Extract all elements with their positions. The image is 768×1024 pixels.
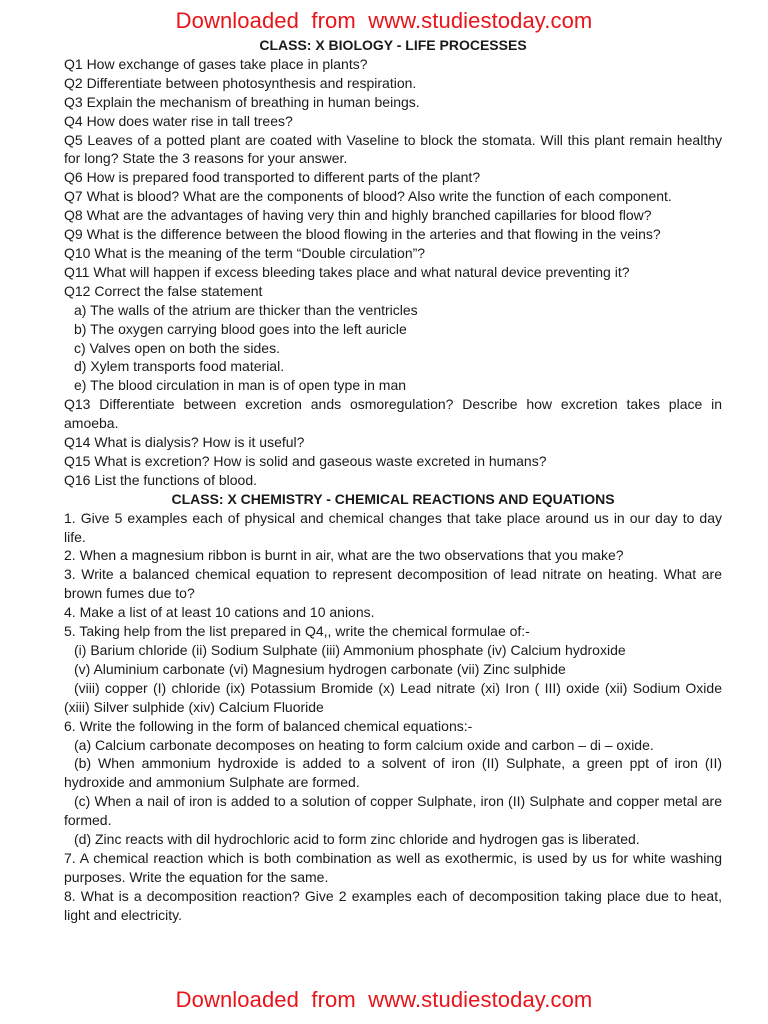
statement-item: e) The blood circulation in man is of open type in man (74, 377, 407, 394)
statement-item: d) Xylem transports food material. (74, 358, 285, 375)
chemistry-heading: CLASS: X CHEMISTRY - CHEMICAL REACTIONS AND EQUATIONS (171, 490, 615, 507)
question: 6. Write the following in the form of balanced chemical equations:- (64, 717, 473, 734)
question: 2. When a magnesium ribbon is burnt in air, what are the two observations that you make? (64, 547, 624, 564)
question: Q16 List the functions of blood. (64, 471, 258, 488)
formula-list-item: (viii) copper (I) chloride (ix) Potassium Bromide (x) Lead nitrate (xi) Iron ( III) oxide (xii) Sodium Oxide (xiii) Silver sulphide (xiv) Calcium Fluoride (64, 679, 722, 715)
download-banner-top: Downloaded from www.studiestoday.com (175, 8, 593, 33)
question: Q15 What is excretion? How is solid and gaseous waste excreted in humans? (64, 452, 547, 469)
statement-item: c) Valves open on both the sides. (74, 339, 280, 356)
statement-item: a) The walls of the atrium are thicker than the ventricles (74, 301, 418, 318)
equation-item: (a) Calcium carbonate decomposes on heating to form calcium oxide and carbon – di – oxide. (74, 736, 654, 753)
question: Q5 Leaves of a potted plant are coated with Vaseline to block the stomata. Will this plant remain healthy for long? State the 3 reasons for your answer. (64, 131, 722, 167)
question: 3. Write a balanced chemical equation to represent decomposition of lead nitrate on heating. What are brown fumes due to? (64, 566, 722, 602)
question: Q4 How does water rise in tall trees? (64, 112, 293, 129)
question: Q11 What will happen if excess bleeding takes place and what natural device preventing it? (64, 263, 630, 280)
question: 1. Give 5 examples each of physical and chemical changes that take place around us in our day to day life. (64, 509, 722, 545)
question: 8. What is a decomposition reaction? Give 2 examples each of decomposition taking place due to heat, light and electricity. (64, 887, 722, 923)
question: 4. Make a list of at least 10 cations and 10 anions. (64, 604, 375, 621)
statement-item: b) The oxygen carrying blood goes into the left auricle (74, 320, 407, 337)
formula-list-item: (v) Aluminium carbonate (vi) Magnesium hydrogen carbonate (vii) Zinc sulphide (74, 660, 566, 677)
question: 7. A chemical reaction which is both combination as well as exothermic, is used by us for white washing purposes. Write the equation for the same. (64, 849, 722, 885)
question: Q8 What are the advantages of having very thin and highly branched capillaries for blood flow? (64, 207, 652, 224)
question: Q3 Explain the mechanism of breathing in human beings. (64, 93, 420, 110)
question: Q2 Differentiate between photosynthesis and respiration. (64, 74, 417, 91)
equation-item: (d) Zinc reacts with dil hydrochloric acid to form zinc chloride and hydrogen gas is liberated. (74, 831, 640, 848)
question: Q10 What is the meaning of the term “Double circulation”? (64, 244, 426, 261)
download-banner-bottom: Downloaded from www.studiestoday.com (175, 987, 593, 1012)
question: Q12 Correct the false statement (64, 282, 263, 299)
worksheet-content (64, 36, 722, 925)
formula-list-item: (i) Barium chloride (ii) Sodium Sulphate (iii) Ammonium phosphate (iv) Calcium hydroxide (74, 642, 626, 658)
question: Q1 How exchange of gases take place in plants? (64, 55, 368, 72)
question: Q6 How is prepared food transported to different parts of the plant? (64, 169, 481, 186)
biology-heading: CLASS: X BIOLOGY - LIFE PROCESSES (259, 37, 527, 53)
question: Q13 Differentiate between excretion ands osmoregulation? Describe how excretion takes place in amoeba. (64, 396, 722, 432)
question: Q7 What is blood? What are the components of blood? Also write the function of each component. (64, 188, 672, 205)
equation-item: (b) When ammonium hydroxide is added to a solvent of iron (II) Sulphate, a green ppt of iron (II) hydroxide and ammonium Sulphate are formed. (64, 755, 722, 791)
question: Q9 What is the difference between the blood flowing in the arteries and that flowing in the veins? (64, 226, 661, 243)
question: Q14 What is dialysis? How is it useful? (64, 434, 305, 451)
question: 5. Taking help from the list prepared in Q4,, write the chemical formulae of:- (64, 623, 530, 640)
equation-item: (c) When a nail of iron is added to a solution of copper Sulphate, iron (II) Sulphate and copper metal are formed. (64, 793, 722, 829)
